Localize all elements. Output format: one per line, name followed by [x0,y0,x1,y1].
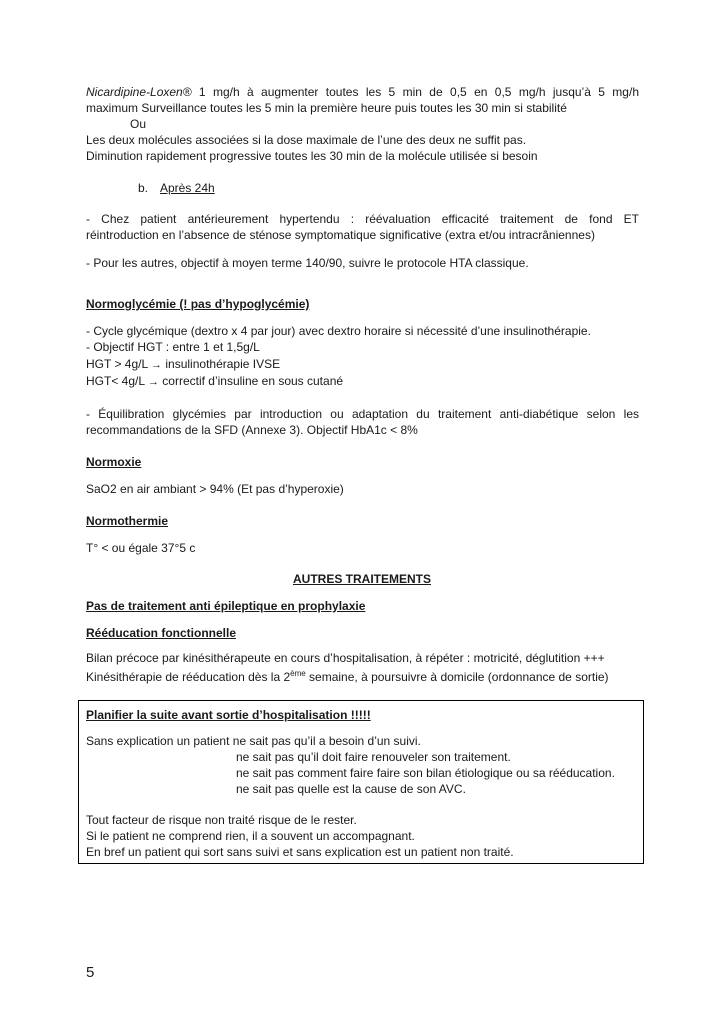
discharge-planning-title: Planifier la suite avant sortie d’hospitalisation !!!!! [86,708,371,722]
diabetes-treatment-line-2: recommandations de la SFD (Annexe 3). Objectif HbA1c < 8% [86,423,418,437]
hgt-low-action: correctif d’insuline en sous cutané [158,374,344,388]
after-24h-letter: b. [138,181,149,195]
combination-line: Les deux molécules associées si la dose maximale de l’une des deux ne suffit pas. [86,133,527,147]
after-24h-heading: Après 24h [160,181,215,195]
hgt-target-line: - Objectif HGT : entre 1 et 1,5g/L [86,340,260,354]
normothermia-heading: Normothermie [86,514,169,528]
nicardipine-line [86,84,639,100]
nicardipine-dosage: 1 mg/h à augmenter toutes les 5 min de 0,5 en 0,5 mg/h jusqu’à 5 mg/h [191,85,639,99]
hgt-low-label: HGT< 4g/L [86,374,145,388]
hgt-high-action: insulinothérapie IVSE [162,357,281,371]
other-treatments-heading: AUTRES TRAITEMENTS [293,572,431,586]
normothermia-text: T° < ou égale 37°5 c [86,541,196,555]
box-line-7: En bref un patient qui sort sans suivi et sans explication est un patient non traité. [86,845,514,859]
page-number: 5 [86,964,95,981]
rehab-text-b: semaine, à poursuivre à domicile (ordonnance de sortie) [305,670,609,684]
hgt-high-line [86,356,280,373]
no-antiepileptic-heading: Pas de traitement anti épileptique en prophylaxie [86,599,366,613]
normoxia-heading: Normoxie [86,455,142,469]
hgt-low-line [86,373,343,390]
hgt-high-label: HGT > 4g/L [86,357,148,371]
box-line-5: Tout facteur de risque non traité risque de le rester. [86,813,357,827]
box-line-1: Sans explication un patient ne sait pas qu’il a besoin d’un suivi. [86,734,421,748]
box-line-4: ne sait pas quelle est la cause de son AVC. [236,782,466,796]
arrow-right-icon: → [151,359,163,371]
hypertensive-line-2: réintroduction en l’absence de sténose symptomatique significative (extra et/ou intracrâniennes) [86,228,595,242]
box-line-6: Si le patient ne comprend rien, il a souvent un accompagnant. [86,829,415,843]
others-target-line: - Pour les autres, objectif à moyen terme 140/90, suivre le protocole HTA classique. [86,256,529,270]
rehab-text-a: Kinésithérapie de rééducation dès la 2 [86,670,291,684]
normoglycemia-heading: Normoglycémie (! pas d’hypoglycémie) [86,297,310,311]
rehabilitation-heading: Rééducation fonctionnelle [86,626,237,640]
glycemic-cycle-line: - Cycle glycémique (dextro x 4 par jour) avec dextro horaire si nécessité d’une insulinothérapie. [86,324,591,338]
hypertensive-line-1: - Chez patient antérieurement hypertendu : réévaluation efficacité traitement de fond ET [86,212,639,226]
arrow-right-icon: → [147,376,159,388]
decrease-line: Diminution rapidement progressive toutes les 30 min de la molécule utilisée si besoin [86,149,538,163]
superscript-eme: ème [290,669,306,678]
rehab-line-1: Bilan précoce par kinésithérapeute en cours d’hospitalisation, à répéter : motricité, déglutition +++ [86,651,605,665]
normoxia-text: SaO2 en air ambiant > 94% (Et pas d’hyperoxie) [86,482,344,496]
diabetes-treatment-line-1: - Équilibration glycémies par introduction ou adaptation du traitement anti-diabétique selon les [86,407,639,421]
rehab-line-2 [86,666,609,685]
or-text: Ou [130,117,147,131]
monitoring-line: maximum Surveillance toutes les 5 min la première heure puis toutes les 30 min si stabilité [86,101,567,115]
drug-name: Nicardipine-Loxen® [86,85,192,99]
box-line-2: ne sait pas qu’il doit faire renouveler son traitement. [236,750,511,764]
box-line-3: ne sait pas comment faire faire son bilan étiologique ou sa rééducation. [236,766,615,780]
